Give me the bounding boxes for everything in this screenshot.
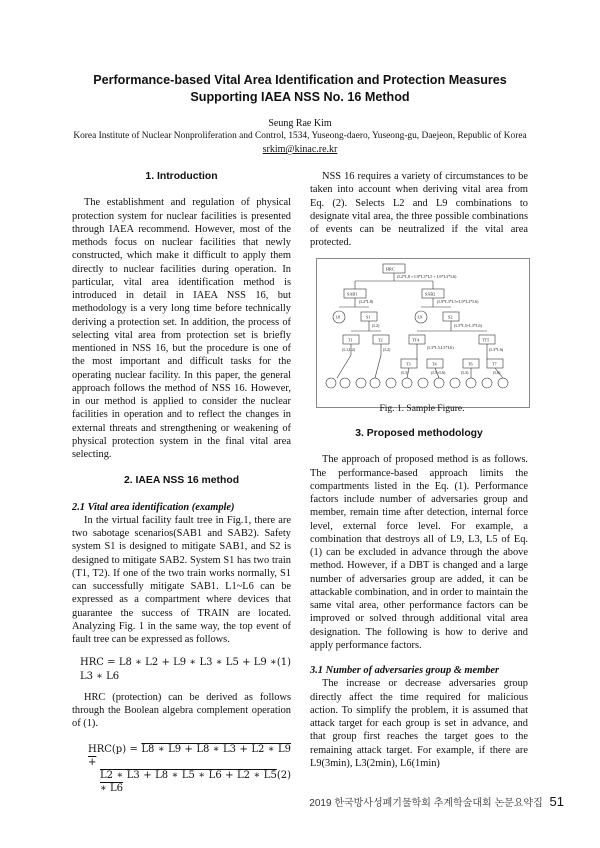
paper-title-line-1: Performance-based Vital Area Identification and Protection Measures [93,73,507,87]
section-heading-introduction: 1. Introduction [145,171,218,182]
fault-tree-sab2: SAB2 [425,291,436,297]
nss16-requirements-paragraph: NSS 16 requires a variety of circumstances to be taken into account when deriving vital area from Eq. (2). Selects L2 and L9 combinations to designate vital area, the three possible combinations of events can be neutralized if the vital area protected. [310,171,528,249]
fault-tree-tt4-expr: (L3*L5,L3*L6) [427,345,454,350]
figure-1-fault-tree [316,258,530,408]
equation-1-number: (1) [276,657,291,669]
fault-tree-t2: T2 [378,337,383,343]
fault-tree-t4: T4 [432,361,437,367]
fault-tree-sab1-expr: (L2*L8) [359,299,374,304]
page-number: 51 [549,794,564,809]
fault-tree-t7: T7 [492,361,497,367]
equation-1-body: HRC = L8 ∗ L2 + L9 ∗ L3 ∗ L5 + L9 ∗ L3 ∗ L6 [80,657,277,682]
fault-tree-tt4: TT4 [412,337,420,343]
page-footer [309,794,564,809]
right-column-bottom [310,427,528,770]
equation-2-line-2: L2 ∗ L3 + L8 ∗ L5 ∗ L6 + L2 ∗ L5 ∗ L6 [100,770,277,795]
fault-tree-t6: T6 [468,361,473,367]
fault-tree-t1: T1 [348,337,353,343]
equation-2-number: (2) [276,770,291,781]
fault-tree-t2-expr: (L2) [383,347,391,352]
equation-2-lhs: HRC(p) = [88,743,142,755]
paper-title-line-2: Supporting IAEA NSS No. 16 Method [190,90,410,104]
fault-tree-t7-expr: (L6) [493,370,501,375]
fault-tree-l8: L8 [335,314,341,320]
fault-tree-t3: T3 [406,361,411,367]
fault-tree-s1-expr: (L2) [372,323,380,328]
fault-tree-diagram [317,259,529,407]
section-heading-nss16: 2. IAEA NSS 16 method [123,475,240,487]
fault-tree-sab1: SAB1 [347,291,358,297]
introduction-paragraph: The establishment and regulation of physical protection system for nuclear facilities is presented through IAEA recommend. However, most of the methods focus on nuclear facilities that newly constructed, which make it difficult to apply them directly to nuclear facilities during operation. In particular, vital area identification method is introduced in detail in IAEA NSS 16, but methodology is a very long time before technically deriving a protection set. In addition, the process of selecting vital area from protection set is briefly mentioned in NSS 16, but the procedure is one of the most important and difficult tasks for the operating nuclear facility. In this paper, the general approach follows the method of NSS 16. However, in our method is applied to consider the nuclear facilities in operation and to reflect the changes in external threats and strengthening or weakening of physical protection system in the final vital area selecting. [72,197,291,460]
fault-tree-tt5-expr: (L3*L6) [489,347,504,352]
fault-tree-s2-expr: (L3*L5+L3*L6) [454,323,482,328]
footer-proceedings: 2019 한국방사성폐기물학회 추계학술대회 논문요약집 [309,798,543,809]
subsection-heading-vital-area: 2.1 Vital area identification (example) [72,501,235,513]
proposed-method-paragraph: The approach of proposed method is as follows. The performance-based approach limits the compartments listed in the Eq. (1). Performance factors include number of adversaries group and member, remain time after detection, internal force level, external force level. For example, a combination that destroys all of L9, L3, L5 of Eq. (1) can be excluded in advance through the above method. However, if a DBT is changed and a large number of adversaries group are added, it can be attackable combination, and in order to maintain the same vital area, other performance factors can be improved or solved through additional vital area designation. The following is how to derive and apply performance factors. [310,454,528,651]
figure-1-caption: Fig. 1. Sample Figure. [379,404,465,414]
boolean-complement-paragraph: HRC (protection) can be derived as follows through the Boolean algebra complement operation of (1). [72,691,291,730]
fault-tree-t4-expr: (L5+L6) [431,370,446,375]
affiliation: Korea Institute of Nuclear Nonproliferation and Control, 1534, Yuseong-daero, Yuseong-gu, Daejeon, Republic of Korea [73,131,527,141]
fault-tree-top-event: HRC [386,266,395,272]
fault-tree-s1: S1 [366,314,371,320]
equation-1 [72,656,291,683]
equation-2 [72,743,291,796]
equation-2-line-1: L8 ∗ L9 + L8 ∗ L3 + L2 ∗ L9 + [88,743,292,768]
fault-tree-sab2-expr: (L9*L3*L5+L9*L3*L6) [437,299,479,304]
email-text[interactable]: srkim@kinac.re.kr [262,144,338,155]
author-name: Seung Rae Kim [268,118,332,129]
adversaries-paragraph: The increase or decrease adversaries group directly affect the time required for malicious action. To simplify the problem, it is assumed that attack target for each group is set in advance, and that group first reaches the target goes to the remaining attack target. For example, if there are L9(3min), L3(2min), L6(1min) [310,678,528,769]
fault-tree-l9: L9 [417,314,423,320]
fault-tree-t1-expr: (L1,L2) [342,347,356,352]
fault-tree-top-expr: (L2*L8 + L9*L3*L5 + L9*L3*L6) [397,274,457,279]
fault-tree-t3-expr: (L3) [401,370,409,375]
fault-tree-tt5: TT5 [482,337,490,343]
left-column [72,170,291,796]
fault-tree-s2: S2 [448,314,453,320]
email-link[interactable] [0,143,600,156]
right-column-top [310,170,528,250]
subsection-heading-adversaries: 3.1 Number of adversaries group & member [310,665,500,676]
section-heading-proposed: 3. Proposed methodology [355,428,483,439]
fault-tree-t6-expr: (L3) [461,370,469,375]
vital-area-paragraph: In the virtual facility fault tree in Fig.1, there are two sabotage scenarios(SAB1 and SAB2). Safety system S1 is designed to mitigate SAB1, and S2 is designed to mitigate SAB2. System S1 has two train (T1, T2). If one of the two train works normally, S1 can successfully mitigate SAB1. L1~L6 can be expressed as a compartment where devices that guarantee the success of TRAIN are located. Analyzing Fig. 1 in the same way, the top event of fault tree can be expressed as follows. [72,514,291,645]
